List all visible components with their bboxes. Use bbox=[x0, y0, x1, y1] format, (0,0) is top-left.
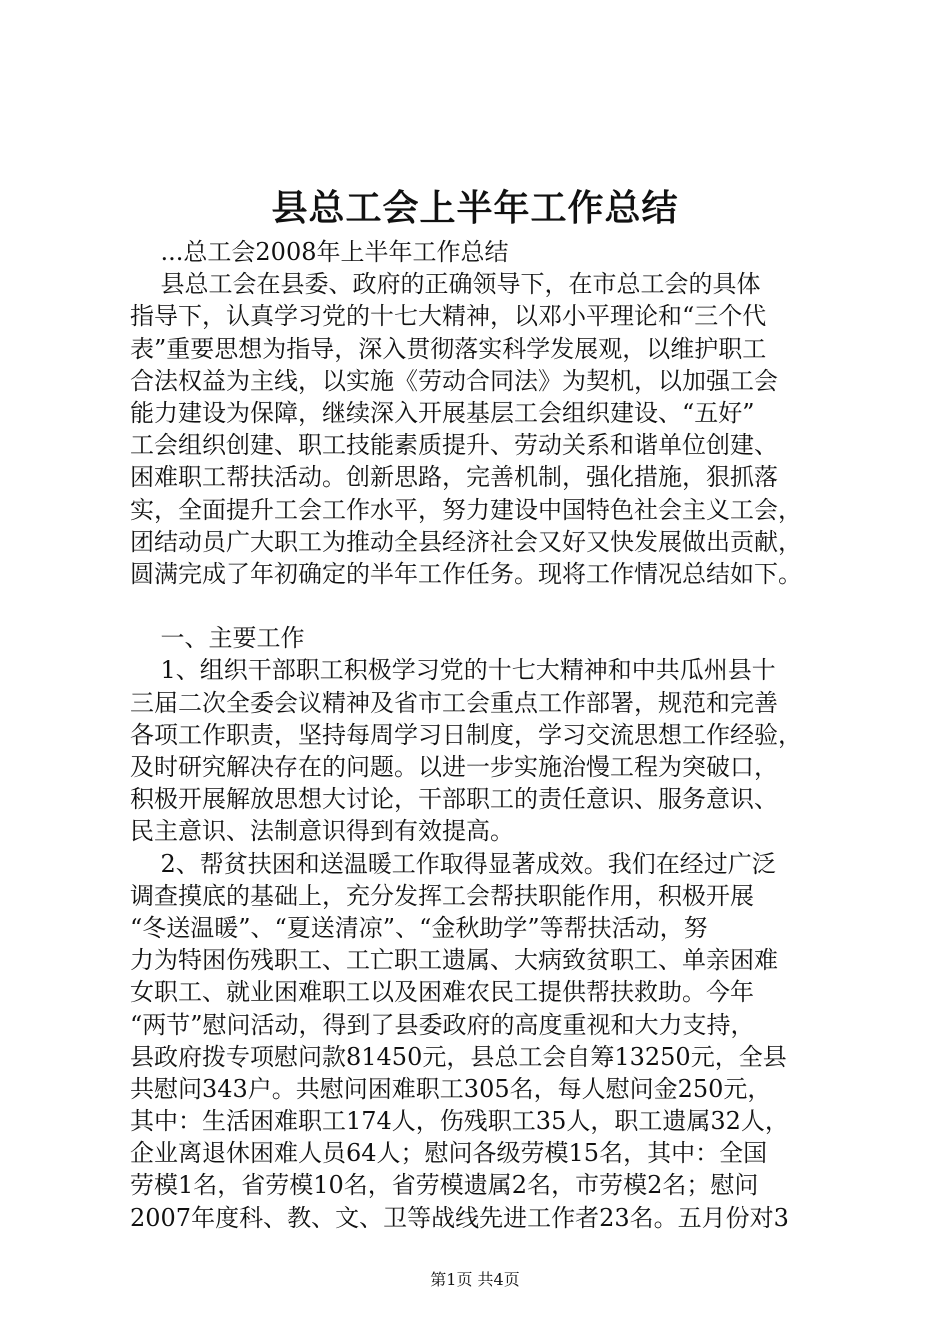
document-body bbox=[130, 236, 850, 1234]
body-line: 2、帮贫扶困和送温暖工作取得显著成效。我们在经过广泛 bbox=[130, 849, 776, 878]
document-title: 县总工会上半年工作总结 bbox=[271, 187, 679, 229]
body-line: 企业离退休困难人员64人；慰问各级劳模15名，其中：全国 bbox=[130, 1139, 768, 1168]
body-line: 能力建设为保障，继续深入开展基层工会组织建设、“五好” bbox=[130, 398, 755, 427]
body-line: 实，全面提升工会工作水平，努力建设中国特色社会主义工会， bbox=[130, 495, 802, 524]
page-number-footer: 第1页 共4页 bbox=[430, 1270, 520, 1289]
body-line: 劳模1名，省劳模10名，省劳模遗属2名，市劳模2名；慰问 bbox=[130, 1171, 759, 1200]
body-line: 工会组织创建、职工技能素质提升、劳动关系和谐单位创建、 bbox=[130, 431, 778, 460]
body-line: 团结动员广大职工为推动全县经济社会又好又快发展做出贡献， bbox=[130, 527, 802, 556]
body-line: 2007年度科、教、文、卫等战线先进工作者23名。五月份对3 bbox=[130, 1203, 789, 1232]
body-line: 力为特困伤残职工、工亡职工遗属、大病致贫职工、单亲困难 bbox=[130, 946, 778, 975]
body-line: 1、组织干部职工积极学习党的十七大精神和中共瓜州县十 bbox=[130, 656, 776, 685]
body-line: 民主意识、法制意识得到有效提高。 bbox=[130, 817, 514, 846]
body-line: 共慰问343户。共慰问困难职工305名，每人慰问金250元， bbox=[130, 1074, 772, 1103]
body-line: 积极开展解放思想大讨论，干部职工的责任意识、服务意识、 bbox=[130, 785, 778, 814]
body-line: 县政府拨专项慰问款81450元，县总工会自筹13250元，全县 bbox=[130, 1042, 787, 1071]
body-line: 表”重要思想为指导，深入贯彻落实科学发展观，以维护职工 bbox=[130, 334, 767, 363]
body-line: 合法权益为主线，以实施《劳动合同法》为契机，以加强工会 bbox=[130, 366, 778, 395]
body-line: 其中：生活困难职工174人，伤残职工35人，职工遗属32人， bbox=[130, 1107, 789, 1136]
body-line: “两节”慰问活动，得到了县委政府的高度重视和大力支持， bbox=[130, 1010, 755, 1039]
body-line: 各项工作职责，坚持每周学习日制度，学习交流思想工作经验， bbox=[130, 720, 802, 749]
body-line: 一、主要工作 bbox=[130, 624, 305, 653]
blank-line bbox=[130, 590, 850, 622]
body-line: “冬送温暖”、“夏送清凉”、“金秋助学”等帮扶活动，努 bbox=[130, 913, 708, 942]
body-line: 女职工、就业困难职工以及困难农民工提供帮扶救助。今年 bbox=[130, 978, 754, 1007]
body-line: 调查摸底的基础上，充分发挥工会帮扶职能作用，积极开展 bbox=[130, 881, 754, 910]
body-line: 圆满完成了年初确定的半年工作任务。现将工作情况总结如下。 bbox=[130, 559, 802, 588]
body-line: ...总工会2008年上半年工作总结 bbox=[130, 238, 509, 266]
body-line: 困难职工帮扶活动。创新思路，完善机制，强化措施，狠抓落 bbox=[130, 463, 778, 492]
body-line: 及时研究解决存在的问题。以进一步实施治慢工程为突破口， bbox=[130, 753, 778, 781]
body-line: 县总工会在县委、政府的正确领导下，在市总工会的具体 bbox=[130, 270, 761, 299]
body-line: 三届二次全委会议精神及省市工会重点工作部署，规范和完善 bbox=[130, 688, 778, 717]
body-line: 指导下，认真学习党的十七大精神，以邓小平理论和“三个代 bbox=[130, 302, 767, 331]
